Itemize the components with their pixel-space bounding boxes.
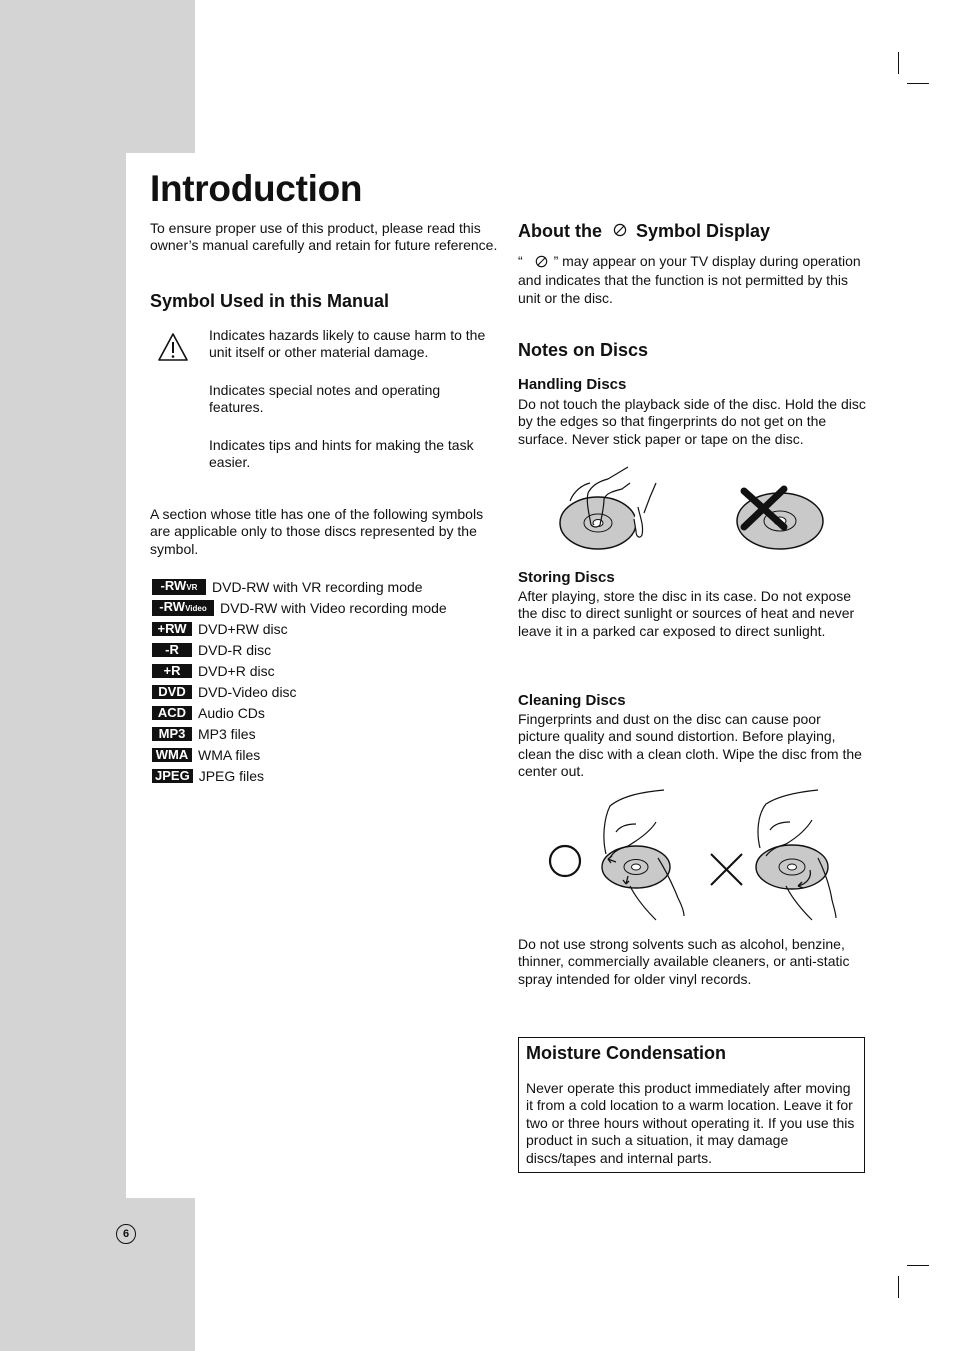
crop-mark xyxy=(907,83,929,84)
correct-handling-illustration xyxy=(556,463,666,553)
symbol-text: Indicates special notes and operating features. xyxy=(209,382,441,416)
tip-icon xyxy=(157,439,187,469)
disc-badge: DVD xyxy=(152,685,192,699)
disc-label: Audio CDs xyxy=(198,705,265,722)
disc-label: MP3 files xyxy=(198,726,256,743)
list-item xyxy=(150,724,495,745)
disc-label: JPEG files xyxy=(198,768,265,785)
warning-triangle-icon xyxy=(157,332,189,367)
handling-heading: Handling Discs xyxy=(518,376,627,393)
disc-label: DVD-RW with Video recording mode xyxy=(220,599,447,616)
disc-badge: -RWVideo xyxy=(152,600,214,616)
list-item xyxy=(150,618,495,639)
heading-part: Symbol Display xyxy=(635,221,771,241)
moisture-text: Never operate this product immediately after moving it from a cold location to a warm location. Leave it for two or three hours without operating it. If you use this product in such a situation, it may damage discs/tapes and internal parts. xyxy=(526,1080,855,1166)
intro-paragraph: To ensure proper use of this product, please read this owner’s manual carefully and retain for future reference. xyxy=(150,220,498,254)
page-number: 6 xyxy=(116,1224,136,1244)
section-note: A section whose title has one of the following symbols are applicable only to those discs represented by the symbol. xyxy=(150,506,484,557)
prohibited-icon xyxy=(613,221,627,242)
side-band-top xyxy=(0,0,195,153)
about-paragraph xyxy=(518,253,866,307)
disc-label: DVD+R disc xyxy=(198,662,275,679)
side-band-left xyxy=(0,153,126,1198)
notes-heading: Notes on Discs xyxy=(518,340,649,360)
disc-badge: -RWVR xyxy=(152,579,206,595)
symbol-text: Indicates tips and hints for making the task easier. xyxy=(209,437,474,471)
moisture-condensation-box xyxy=(518,1037,865,1173)
disc-badge: +RW xyxy=(152,622,192,636)
solvents-text: Do not use strong solvents such as alcohol, benzine, thinner, commercially available cleaners, or anti-static spray intended for older vinyl records. xyxy=(518,936,850,987)
crop-mark xyxy=(898,52,899,74)
disc-badge: +R xyxy=(152,664,192,678)
disc-label: DVD-Video disc xyxy=(198,684,297,701)
page-title: Introduction xyxy=(150,168,363,209)
cleaning-text: Fingerprints and dust on the disc can cause poor picture quality and sound distortion. Before playing, clean the disc with a clean cloth. Wipe the disc from the center out. xyxy=(518,711,862,780)
storing-text: After playing, store the disc in its case. Do not expose the disc to direct sunlight or sources of heat and never leave it in a parked car exposed to direct sunlight. xyxy=(518,588,855,639)
disc-label: DVD-RW with VR recording mode xyxy=(212,578,423,595)
disc-label: DVD+RW disc xyxy=(198,620,288,637)
list-item xyxy=(150,639,495,660)
list-item xyxy=(150,766,495,787)
list-item xyxy=(150,703,495,724)
incorrect-handling-illustration xyxy=(732,483,828,553)
disc-badge: WMA xyxy=(152,748,192,762)
prohibited-icon xyxy=(535,255,548,272)
disc-badge: ACD xyxy=(152,706,192,720)
list-item xyxy=(150,576,495,597)
disc-label: DVD-R disc xyxy=(198,641,272,658)
disc-badge: JPEG xyxy=(152,769,193,783)
quote-mark: “ xyxy=(518,253,523,269)
cleaning-heading: Cleaning Discs xyxy=(518,692,626,709)
storing-heading: Storing Discs xyxy=(518,569,615,586)
crop-mark xyxy=(907,1265,929,1266)
about-symbol-heading xyxy=(518,221,770,242)
heading-part: About the xyxy=(518,221,602,241)
correct-cleaning-illustration xyxy=(546,788,688,926)
disc-badge: MP3 xyxy=(152,727,192,741)
list-item xyxy=(150,660,495,681)
note-icon xyxy=(157,384,187,414)
list-item xyxy=(150,745,495,766)
symbol-text: Indicates hazards likely to cause harm to the unit itself or other material damage. xyxy=(209,327,486,361)
list-item xyxy=(150,681,495,702)
disc-badge: -R xyxy=(152,643,192,657)
incorrect-cleaning-illustration xyxy=(708,788,840,926)
moisture-heading: Moisture Condensation xyxy=(526,1043,727,1063)
about-text: ” may appear on your TV display during operation and indicates that the function is not permitted by this unit or the disc. xyxy=(518,253,861,306)
side-band-bottom xyxy=(0,1198,195,1351)
handling-text: Do not touch the playback side of the disc. Hold the disc by the edges so that fingerprints do not get on the surface. Never stick paper or tape on the disc. xyxy=(518,396,866,447)
disc-label: WMA files xyxy=(198,747,261,764)
list-item xyxy=(150,597,495,618)
crop-mark xyxy=(898,1276,899,1298)
symbol-heading: Symbol Used in this Manual xyxy=(150,291,390,311)
disc-type-list xyxy=(150,576,495,787)
